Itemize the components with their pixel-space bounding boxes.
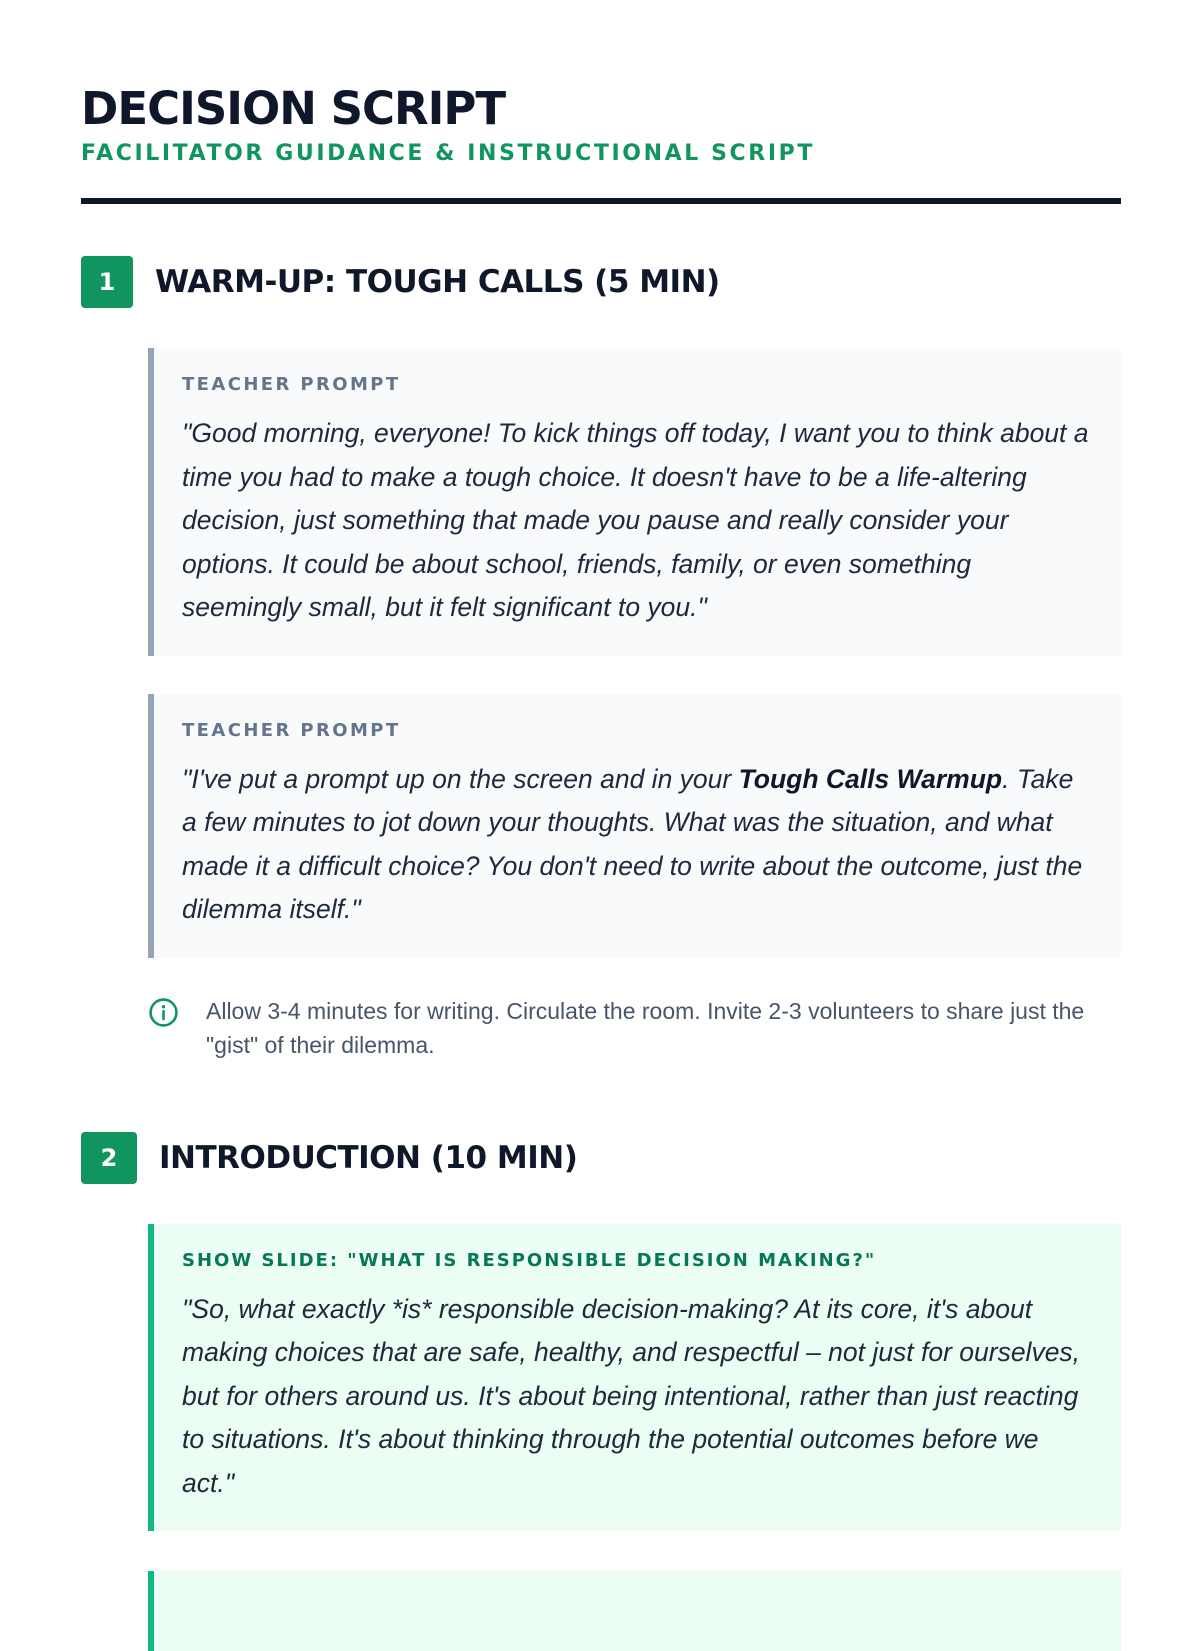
card-label: TEACHER PROMPT bbox=[182, 719, 401, 741]
section-title: INTRODUCTION (10 MIN) bbox=[159, 1139, 578, 1176]
script-text: "So, what exactly *is* responsible decision-making? At its core, it's about making choices that are safe, healthy, and respectful – not just for ourselves, but for others around us. It's about being intentional, rather than just reacting to situations. It's about thinking through the potential outcomes before we act." bbox=[182, 1293, 1081, 1498]
card-label: TEACHER PROMPT bbox=[182, 374, 401, 395]
card-label: SHOW SLIDE: "WHAT IS RESPONSIBLE DECISION MAKING?" bbox=[182, 1249, 877, 1271]
section-title: WARM-UP: TOUGH CALLS (5 MIN) bbox=[155, 264, 720, 300]
slide-script-card bbox=[148, 1224, 1121, 1532]
script-text: "Good morning, everyone! To kick things off today, I want you to think about a time you had to make a tough choice. It doesn't have to be a life-altering decision, just something that made you pause and really consider your options. It could be about school, friends, family, or even something seemingly small, but it felt significant to you." bbox=[182, 418, 1089, 622]
handout-name: Tough Calls Warmup bbox=[738, 763, 1003, 794]
section-number-badge: 2 bbox=[81, 1132, 137, 1184]
script-text-part: "I've put a prompt up on the screen and in your bbox=[182, 763, 739, 794]
slide-script-card-partial bbox=[148, 1571, 1121, 1651]
document bbox=[81, 82, 1121, 1651]
facilitator-note bbox=[148, 994, 1121, 1062]
script-text bbox=[182, 758, 1093, 932]
section-number-badge: 1 bbox=[81, 256, 133, 308]
info-icon bbox=[148, 997, 179, 1028]
document-title: DECISION SCRIPT bbox=[81, 82, 506, 135]
note-text: Allow 3-4 minutes for writing. Circulate the room. Invite 2-3 volunteers to share just the "gist" of their dilemma. bbox=[206, 997, 1085, 1058]
script-text-part: . Take a few minutes to jot down your thoughts. What was the situation, and what made it a difficult choice? You don't need to write about the outcome, just the dilemma itself." bbox=[182, 763, 1083, 924]
section-heading-1 bbox=[81, 256, 1121, 308]
teacher-prompt-card bbox=[148, 694, 1121, 958]
header-divider bbox=[81, 198, 1121, 204]
section-heading-2 bbox=[81, 1132, 1121, 1184]
document-subtitle: FACILITATOR GUIDANCE & INSTRUCTIONAL SCRIPT bbox=[81, 141, 815, 166]
teacher-prompt-card bbox=[148, 348, 1121, 656]
